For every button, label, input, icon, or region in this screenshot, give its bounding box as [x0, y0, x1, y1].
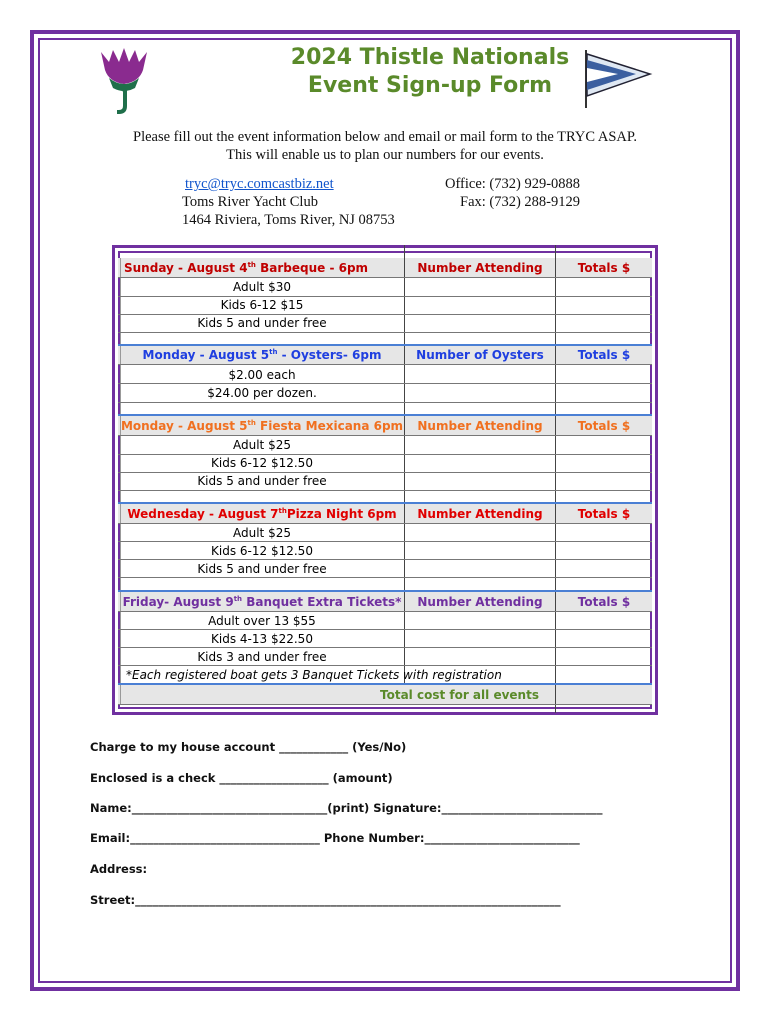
- intro-line-2: This will enable us to plan our numbers for our events.: [226, 147, 544, 163]
- monday-fiesta-row: Adult $25: [233, 438, 291, 452]
- intro-line-1: Please fill out the event information below and email or mail form to the TRYC ASAP.: [133, 129, 637, 145]
- sunday-header: Sunday - August 4th Barbeque - 6pm: [124, 261, 369, 275]
- banquet-note: *Each registered boat gets 3 Banquet Tickets with registration: [126, 668, 502, 682]
- email-link[interactable]: tryc@tryc.comcastbiz.net: [185, 176, 334, 192]
- wednesday-row: Kids 5 and under free: [197, 562, 327, 576]
- wednesday-col2-header: Number Attending: [417, 507, 543, 521]
- sunday-row: Kids 6-12 $15: [220, 298, 304, 312]
- friday-row: Kids 3 and under free: [197, 650, 327, 664]
- club-name: Toms River Yacht Club: [182, 194, 318, 210]
- monday-fiesta-header: Monday - August 5th Fiesta Mexicana 6pm: [120, 419, 404, 433]
- club-address: 1464 Riviera, Toms River, NJ 08753: [182, 212, 395, 228]
- charge-house-account-field[interactable]: Charge to my house account ____________ (Yes/No): [90, 740, 407, 754]
- friday-header: Friday- August 9th Banquet Extra Tickets*: [122, 595, 402, 609]
- sunday-col2-header: Number Attending: [417, 261, 543, 275]
- title-line-2: Event Sign-up Form: [307, 73, 553, 98]
- monday-fiesta-row: Kids 5 and under free: [197, 474, 327, 488]
- friday-col2-header: Number Attending: [417, 595, 543, 609]
- monday-fiesta-col3-header: Totals $: [577, 419, 631, 433]
- sunday-row: Adult $30: [233, 280, 291, 294]
- monday-oysters-col3-header: Totals $: [577, 348, 631, 362]
- enclosed-check-field[interactable]: Enclosed is a check ___________________ (amount): [90, 771, 393, 785]
- monday-oysters-row: $2.00 each: [228, 368, 296, 382]
- monday-fiesta-col2-header: Number Attending: [417, 419, 543, 433]
- monday-oysters-col2-header: Number of Oysters: [416, 348, 544, 362]
- page-title: [240, 44, 620, 100]
- thistle-logo-icon: [95, 48, 153, 120]
- wednesday-header: Wednesday - August 7thPizza Night 6pm: [127, 507, 397, 521]
- monday-fiesta-row: Kids 6-12 $12.50: [211, 456, 313, 470]
- friday-col3-header: Totals $: [577, 595, 631, 609]
- street-field[interactable]: Street:__________________________________________________________________________: [90, 893, 561, 907]
- friday-row: Kids 4-13 $22.50: [211, 632, 313, 646]
- title-line-1: 2024 Thistle Nationals: [290, 45, 570, 70]
- wednesday-col3-header: Totals $: [577, 507, 631, 521]
- friday-row: Adult over 13 $55: [208, 614, 316, 628]
- wednesday-row: Kids 6-12 $12.50: [211, 544, 313, 558]
- monday-oysters-row: $24.00 per dozen.: [207, 386, 317, 400]
- wednesday-row: Adult $25: [233, 526, 291, 540]
- office-phone: Office: (732) 929-0888: [445, 176, 581, 192]
- name-signature-field[interactable]: Name:__________________________________(print) Signature:____________________________: [90, 801, 603, 815]
- email-phone-field[interactable]: Email:_________________________________ Phone Number:___________________________: [90, 831, 580, 845]
- monday-oysters-header: Monday - August 5th - Oysters- 6pm: [142, 348, 382, 362]
- sunday-col3-header: Totals $: [577, 261, 631, 275]
- address-label: Address:: [90, 862, 148, 876]
- fax-number: Fax: (732) 288-9129: [460, 194, 581, 210]
- total-cost-label: Total cost for all events: [380, 688, 539, 702]
- sunday-row: Kids 5 and under free: [197, 316, 327, 330]
